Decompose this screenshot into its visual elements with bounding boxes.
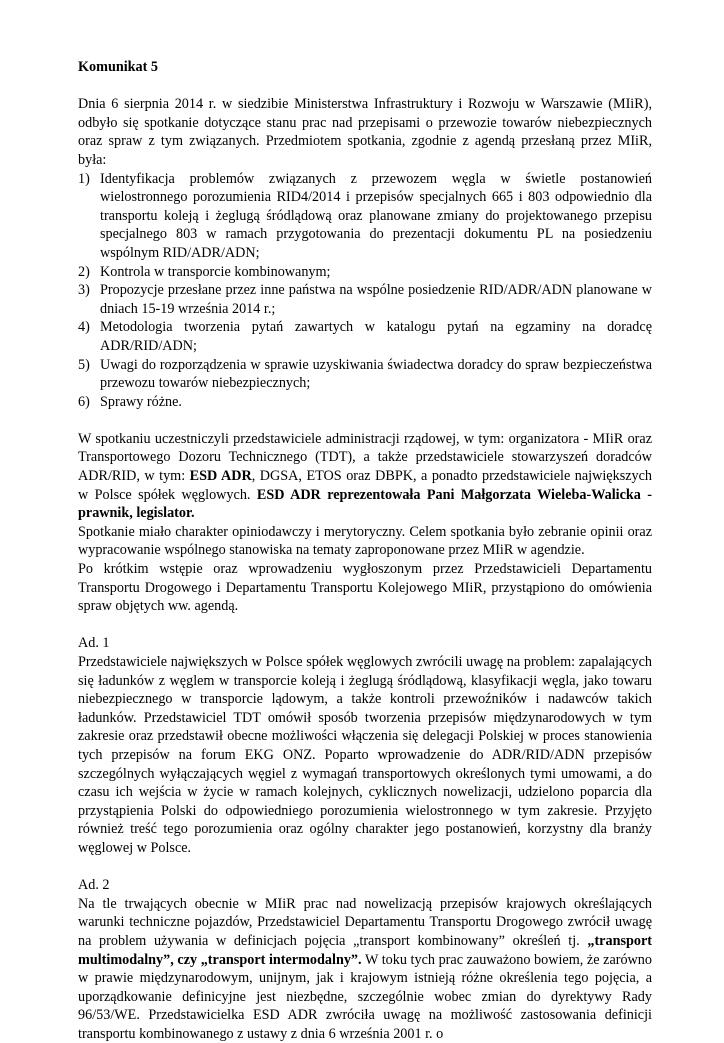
agenda-item (78, 281, 652, 318)
agenda-item-text: Uwagi do rozporządzenia w sprawie uzyskiwania świadectwa doradcy do spraw bezpieczeństwa przewozu towarów niebezpiecznych; (100, 356, 652, 392)
participants-text-2: , DGSA, ETOS oraz DBPK, a ponadto przedstawiciele największych w Polsce spółek węglowych. (78, 468, 652, 503)
agenda-item-number: 3) (78, 282, 90, 299)
agenda-item-number: 1) (78, 170, 90, 187)
agenda-item-text: Identyfikacja problemów związanych z przewozem węgla w świetle postanowień wielostronnego porozumienia RID4/2014 i przepisów specjalnych 665 i 803 odpowiednio dla transportu koleją i żeglugą śródlądową oraz planowane zmiany do projektowanego przepisu specjalnego 803 w ramach przygotowania do prezentacji dokumentu PL na posiedzeniu wspólnym RID/ADR/ADN; (100, 170, 652, 261)
agenda-item-number: 5) (78, 356, 90, 373)
agenda-item-text: Sprawy różne. (100, 393, 182, 410)
agenda-item-text: Metodologia tworzenia pytań zawartych w katalogu pytań na egzaminy na doradcę ADR/RID/ADN; (100, 319, 652, 354)
opening-paragraph: Po krótkim wstępie oraz wprowadzeniu wygłoszonym przez Przedstawicieli Departamentu Transportu Drogowego i Departamentu Transportu Kolejowego MIiR, przystąpiono do omówienia spraw objętych ww. agendą. (78, 561, 652, 615)
ad1-paragraph: Przedstawiciele największych w Polsce spółek węglowych zwrócili uwagę na problem: zapalających się ładunków z węglem w transporcie koleją i żeglugą śródlądową, klasyfikacji węgla, jako towaru niebezpiecznego w transporcie lądowym, a także kontroli przewoźników i nadawców takich ładunków. Przedstawiciel TDT omówił sposób tworzenia przepisów międzynarodowych w tym zakresie oraz przedstawił obecne możliwości włączenia się delegacji Polskiej w proces stanowienia tych przepisów na forum EKG ONZ. Poparto wprowadzenie do ADR/RID/ADN przepisów szczególnych wyłączających węgiel z wymagań transportowych określonych tymi umowami, a do czasu ich wejścia w życie w ramach kolejnych, cyklicznych nowelizacji, udzielono poparcia dla przystąpienia Polski do odpowiedniego porozumienia wielostronnego w tym zakresie. Przyjęto również treść tego porozumienia oraz ogólny charakter jego postanowień, korzystny dla branży węglowej w Polsce. (78, 654, 652, 856)
ad2-text-1: Na tle trwających obecnie w MIiR prac nad nowelizacją przepisów krajowych określających warunki techniczne pojazdów, Przedstawiciel Departamentu Transportu Drogowego zwrócił uwagę na problem używania w definicjach pojęcia „transport kombinowany” określeń tj. (78, 895, 652, 949)
agenda-list (78, 170, 652, 412)
participants-paragraph (78, 430, 652, 523)
ad2-paragraph (78, 895, 652, 1043)
participants-text-1: W spotkaniu uczestniczyli przedstawiciele administracji rządowej, w tym: organizatora - MIiR oraz Transportowego Dozoru Technicznego (TDT), a także przedstawiciele stowarzyszeń doradców ADR/RID, w tym: (78, 430, 652, 485)
agenda-item-number: 2) (78, 263, 90, 280)
agenda-item (78, 393, 652, 412)
agenda-item (78, 318, 652, 355)
ad2-heading: Ad. 2 (78, 877, 110, 894)
character-paragraph: Spotkanie miało charakter opiniodawczy i merytoryczny. Celem spotkania było zebranie opinii oraz wypracowanie wspólnego stanowiska na tematy zaproponowane przez MIiR w agendzie. (78, 523, 652, 559)
ad2-bold-terms: „transport multimodalny”, czy „transport intermodalny”. (78, 932, 652, 968)
agenda-item-number: 4) (78, 319, 90, 336)
ad2-text-2: W toku tych prac zauważono bowiem, że zarówno w prawie międzynarodowym, unijnym, jak i krajowym istnieją różne określenia tego pojęcia, a uporządkowanie definicyjne jest niezbędne, szczególnie wobec zmian do dyrektywy Rady 96/53/WE. Przedstawicielka ESD ADR zwróciła uwagę na możliwość zastosowania definicji transportu kombinowanego z ustawy z dnia 6 września 2001 r. o (78, 951, 652, 1042)
agenda-item-text: Propozycje przesłane przez inne państwa na wspólne posiedzenie RID/ADR/ADN planowane w dniach 15-19 września 2014 r.; (100, 282, 652, 317)
intro-paragraph: Dnia 6 sierpnia 2014 r. w siedzibie Ministerstwa Infrastruktury i Rozwoju w Warszawie (MIiR), odbyło się spotkanie dotyczące stanu prac nad przepisami o przewozie towarów niebezpiecznych oraz spraw z tym związanych. Przedmiotem spotkania, zgodnie z agendą przesłaną przez MIiR, była: (78, 96, 652, 168)
participants-representative: ESD ADR reprezentowała Pani Małgorzata Wieleba-Walicka - prawnik, legislator. (78, 486, 652, 522)
participants-esd: ESD ADR (189, 468, 252, 485)
ad1-heading: Ad. 1 (78, 635, 110, 652)
agenda-item-number: 6) (78, 393, 90, 410)
agenda-item-text: Kontrola w transporcie kombinowanym; (100, 263, 331, 280)
agenda-item (78, 263, 652, 282)
agenda-item (78, 170, 652, 263)
document-title: Komunikat 5 (78, 59, 159, 75)
agenda-item (78, 356, 652, 393)
